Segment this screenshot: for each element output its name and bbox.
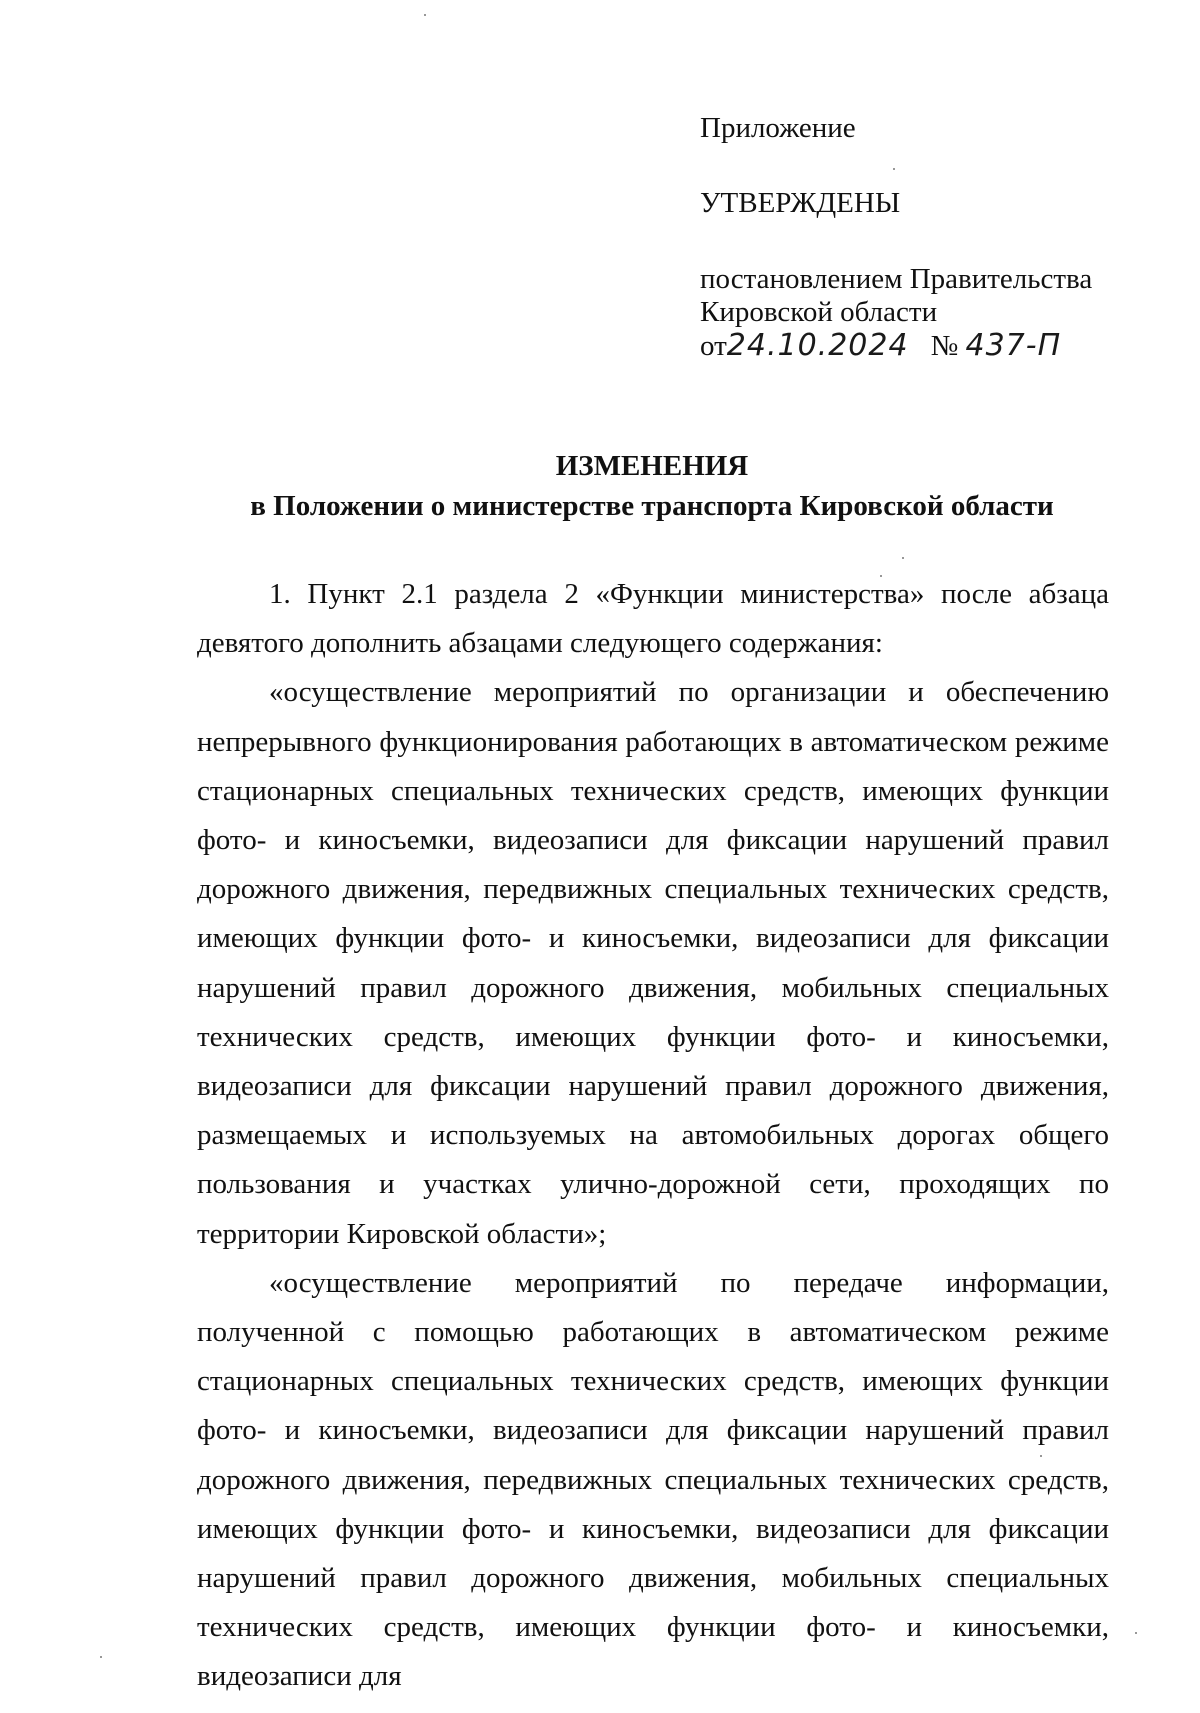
approved-by-line-2: Кировской области	[700, 296, 938, 328]
scan-speck	[1135, 1632, 1137, 1634]
date-prefix: от	[700, 330, 727, 362]
document-body	[197, 570, 1109, 1702]
scan-speck	[1040, 1455, 1042, 1457]
scan-speck	[424, 14, 426, 16]
document-title	[197, 446, 1107, 526]
scan-speck	[902, 557, 904, 559]
title-heading: ИЗМЕНЕНИЯ	[555, 450, 749, 482]
handwritten-date: 24.10.2024	[726, 328, 909, 363]
number-sign: №	[930, 330, 959, 362]
handwritten-number: 437-П	[965, 328, 1062, 363]
resolution-date-number-line	[700, 329, 1140, 363]
scan-speck	[880, 575, 882, 577]
paragraph-3: «осуществление мероприятий по передаче информации, полученной с помощью работающих в автоматическом режиме стационарных специальных технических средств, имеющих функции фото- и киносъемки, видеозаписи для фиксации нарушений правил дорожного движения, передвижных специальных технических средств, имеющих функции фото- и киносъемки, видеозаписи для фиксации нарушений правил дорожного движения, мобильных специальных технических средств, имеющих функции фото- и киносъемки, видеозаписи для	[197, 1266, 1109, 1693]
appendix-block	[700, 112, 1140, 363]
paragraph-2: «осуществление мероприятий по организации и обеспечению непрерывного функционирования работающих в автоматическом режиме стационарных специальных технических средств, имеющих функции фото- и киносъемки, видеозаписи для фиксации нарушений правил дорожного движения, передвижных специальных технических средств, имеющих функции фото- и киносъемки, видеозаписи для фиксации нарушений правил дорожного движения, мобильных специальных технических средств, имеющих функции фото- и киносъемки, видеозаписи для фиксации нарушений правил дорожного движения, размещаемых и используемых на автомобильных дорогах общего пользования и участках улично-дорожной сети, проходящих по территории Кировской области»;	[197, 676, 1109, 1250]
appendix-label: Приложение	[700, 112, 856, 144]
title-subheading: в Положении о министерстве транспорта Кировской области	[250, 490, 1054, 522]
scan-speck	[893, 168, 895, 170]
approved-label: УТВЕРЖДЕНЫ	[700, 187, 901, 219]
scan-speck	[100, 1656, 102, 1658]
paragraph-1: 1. Пункт 2.1 раздела 2 «Функции министерства» после абзаца девятого дополнить абзацами следующего содержания:	[197, 578, 1109, 660]
approved-by-line-1: постановлением Правительства	[700, 263, 1093, 295]
